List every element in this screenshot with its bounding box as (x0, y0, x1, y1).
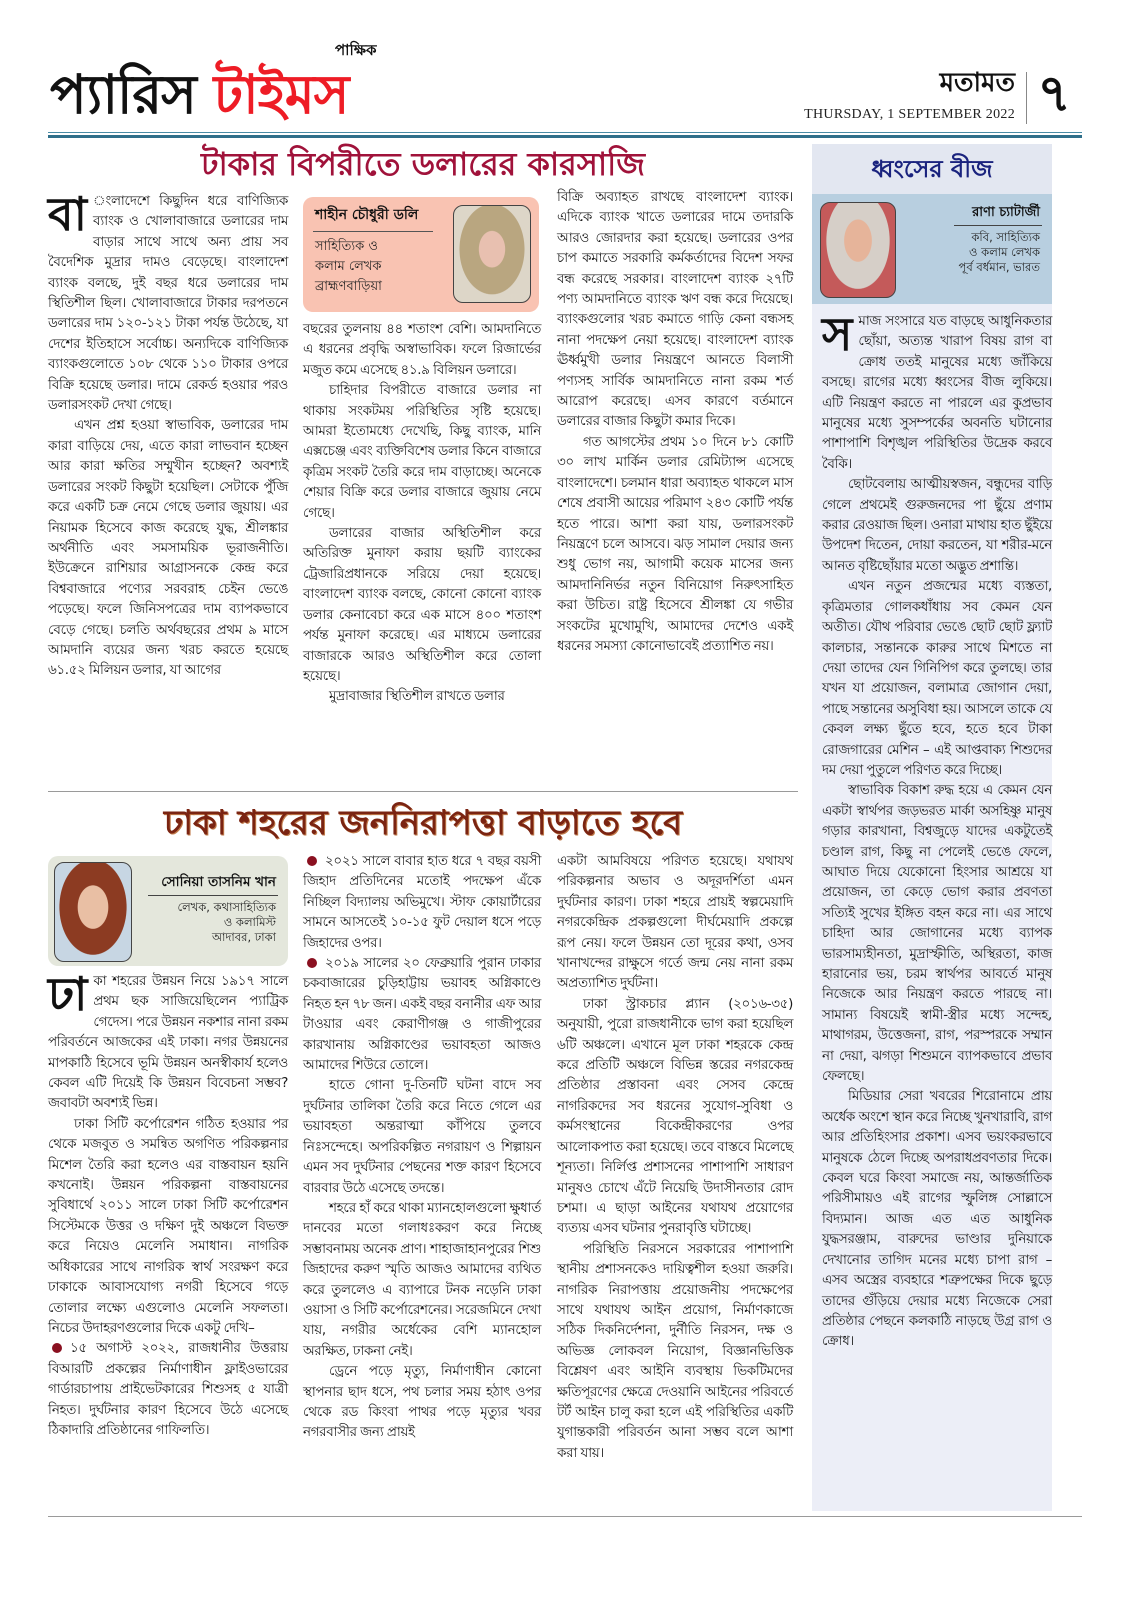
article2-paragraph: ঢাকা সিটি কর্পোরেশন গঠিত হওয়ার পর থেকে মজবুত ও সমন্বিত অগণিত পরিকল্পনার মিশেল তৈরি করা হলেও এর বাস্তবায়ন হয়নি কখনোই। উন্নয়ন পরিকল্পনা বাস্তবায়নের সুবিধার্থে ২০১১ সালে ঢাকা সিটি কর্পোরেশন সিস্টেমকে উত্তর ও দক্ষিণ দুই অঞ্চলে বিভক্ত করে নিয়েও মেলেনি সমাধান। নাগরিক অধিকারের সাথে নাগরিক স্বার্থ সংরক্ষণ করে ঢাকাকে আবাসযোগ্য নগরী হিসেবে গড়ে তোলার লক্ষ্যে এগুলোও মেলেনি সফলতা। নিচের উদাহরণগুলোর দিকে একটু দেখি– (48, 1116, 288, 1336)
dropcap: বা (48, 187, 87, 241)
page-number: ৭ (1037, 64, 1071, 124)
article-divider (48, 791, 798, 792)
author-role: কবি, সাহিত্যিক ও কলাম লেখক পূর্ব বর্ধমান, ভারত (958, 230, 1040, 274)
sidebar-paragraph: এখন নতুন প্রজন্মের মধ্যে ব্যস্ততা, কৃত্রিমতার গোলকধাঁধায় সব কেমন যেন অতীত। যৌথ পরিবার ভেঙে ছোট ছোট ফ্ল্যাট কালচার, সন্তানকে কারুর সাথে মিশতে না দেয়া তাদের যেন গিনিপিগ করে তুলছে। তার যখন যা প্রয়োজন, বলামাত্র জোগান দেয়া, পাছে সন্তানের অসুবিধা হয়। আসলে তাকে যে কেবল লক্ষ্য ছুঁতে হবে, হতে হবে টাকা রোজগারের মেশিন – এই আপ্তবাক্য শিশুদের দম দেয়া পুতুলে পরিণত করে দিচ্ছে। (822, 579, 1052, 778)
sidebar-paragraph: ছোটবেলায় আত্মীয়স্বজন, বন্ধুদের বাড়ি গেলে প্রথমেই গুরুজনদের পা ছুঁয়ে প্রণাম করার রেওয়াজ ছিল। ওনারা মাথায় হাত ছুঁইয়ে উপদেশ দিতেন, দোয়া করতেন, যা শরীর-মনে আনত বৃষ্টিছোঁয়ার মতো অদ্ভুত প্রশান্তি। (822, 477, 1052, 574)
logo-part-2: টাইমস (213, 63, 349, 126)
article1-paragraph: বিক্রি অব্যাহত রাখছে বাংলাদেশ ব্যাংক। এদিকে ব্যাংক খাতে ডলারের দামে তদারকি আরও জোরদার করা হয়েছে। ডলারের ওপর চাপ কমাতে সরকারি কর্মকর্তাদের বিদেশ সফর বন্ধ করেছে সরকার। বাংলাদেশ ব্যাংক ২৭টি পণ্য আমদানিতে ব্যাংক ঋণ বন্ধ করে দিয়েছে। ব্যাংকগুলোর খরচ কমাতে গাড়ি কেনা বন্ধসহ নানা পদক্ষেপ নেয়া হয়েছে। বাংলাদেশ ব্যাংক ঊর্ধ্বমুখী ডলার নিয়ন্ত্রণে আনতে বিলাসী পণ্যসহ সার্বিক আমদানিতে নানা রকম শর্ত আরোপ করেছে। এসব কারণে বর্তমানে ডলারের বাজার কিছুটা কমার দিকে। (557, 190, 793, 430)
author-photo (453, 205, 531, 303)
article2-paragraph: শহরে হাঁ করে থাকা ম্যানহোলগুলো ক্ষুধার্ত দানবের মতো গলাধঃকরণ করে নিচ্ছে সম্ভাবনাময় অনেক প্রাণ। শাহাজাহানপুরের শিশু জিহাদের করুণ স্মৃতি আজও আমাদের ব্যথিত করে তুললেও এ ব্যাপারে টনক নড়েনি ঢাকা ওয়াসা ও সিটি কর্পোরেশনের। সরেজমিনে দেখা যায়, নগরীর অর্ধেকের বেশি ম্যানহোল অরক্ষিত, ঢাকনা নেই। (303, 1200, 541, 1359)
article2-paragraph: ঢাকা স্ট্রাকচার প্ল্যান (২০১৬-৩৫) অনুযায়ী, পুরো রাজধানীকে ভাগ করা হয়েছিল ৬টি অঞ্চলে। এখানে মূল ঢাকা শহরকে কেন্দ্র করে প্রতিটি অঞ্চলে বিভিন্ন স্তরের নগরকেন্দ্র প্রতিষ্ঠার প্রস্তাবনা এবং সেসব কেন্দ্রে নাগরিকদের সব ধরনের সুযোগ-সুবিধা ও কর্মসংস্থানের বিকেন্দ্রীকরণের ওপর আলোকপাত করা হয়েছে। তবে বাস্তবে মিলেছে শূন্যতা। নির্লিপ্ত প্রশাসনের পাশাপাশি সাধারণ মানুষও চোখে এঁটে নিয়েছি উদাসীনতার রোদ চশমা। এ ছাড়া আইনের যথাযথ প্রয়োগের ব্যত্যয় এসব ঘটনার পুনরাবৃত্তি ঘটাচ্ছে। (557, 996, 793, 1237)
sidebar-paragraph: মিডিয়ার সেরা খবরের শিরোনামে প্রায় অর্ধেক অংশে স্থান করে নিচ্ছে খুনখারাবি, রাগ আর প্রতিহিংসার প্রকাশ। এসব ভয়ংকরভাবে মানুষকে ঠেলে দিচ্ছে অপরাধপ্রবণতার দিকে। কেবল ঘরে কিংবা সমাজে নয়, আন্তর্জাতিক পরিসীমায়ও এই রাগের স্ফুলিঙ্গ সোল্লাসে বিদ্যমান। আজ এত এত আধুনিক যুদ্ধসরঞ্জাম, বারুদের ভাণ্ডার দুনিয়াকে দেখানোর তাগিদ মনের মধ্যে চাপা রাগ – এসব অস্ত্রের ব্যবহারে শত্রুপক্ষের দিকে ছুড়ে তাদের গুঁড়িয়ে দেয়ার মধ্যে নিজেকে সেরা প্রতিষ্ঠার পেছনে কলকাঠি নাড়ছে উগ্র রাগ ও ক্রোধ। (822, 1089, 1052, 1350)
author-divider (148, 895, 278, 896)
article1-headline[interactable]: টাকার বিপরীতে ডলারের কারসাজি (201, 145, 645, 183)
article2-paragraph: একটা আমবিষয়ে পরিণত হয়েছে। যথাযথ পরিকল্পনার অভাব ও অদূরদর্শিতা এমন দুর্ঘটনার কারণ। ঢাকা শহরে প্রায়ই স্বল্পমেয়াদি নগরকেন্দ্রিক প্রকল্পগুলো দীর্ঘমেয়াদি প্রকল্পে রূপ নেয়। ফলে উন্নয়ন তো দূরের কথা, ওসব খানাখন্দের রাক্ষুসে গর্তে জন্ম নেয় নানা রকম অপ্রত্যাশিত দুর্ঘটনা। (557, 854, 793, 992)
bullet-item: ১৫ অগাস্ট ২০২২, রাজধানীর উত্তরায় বিআরটি প্রকল্পের নির্মাণাধীন ফ্লাইওভারের গার্ডারচাপায় প্রাইভেটকারের শিশুসহ ৫ যাত্রী নিহত। দুর্ঘটনার কারণ হিসেবে উঠে এসেছে ঠিকাদারি প্রতিষ্ঠানের গাফিলতি। (48, 1341, 288, 1438)
article2-paragraph: ঢাকা শহরের উন্নয়ন নিয়ে ১৯১৭ সালে প্রথম ছক সাজিয়েছিলেন প্যাট্রিক গেদেস। পরে উন্নয়ন নকশার নানা রকম পরিবর্তনে আজকের এই ঢাকা। নগর উন্নয়নের মাপকাঠি হিসেবে ভূমি উন্নয়ন অনস্বীকার্য হলেও কেবল এটি দিয়েই কি উন্নয়ন বিবেচনা সম্ভব? জবাবটা অবশ্যই ভিন্ন। (48, 967, 288, 1112)
article1-paragraph: মুদ্রাবাজার স্থিতিশীল রাখতে ডলার (329, 689, 505, 705)
sidebar-body (822, 307, 1052, 1353)
header-rule-thick (48, 135, 1082, 138)
article1-column-3 (557, 188, 793, 657)
bullet-item: ২০২১ সালে বাবার হাত ধরে ৭ বছর বয়সী জিহাদ প্রতিদিনের মতোই পদক্ষেপ এঁকে নিচ্ছিল বিদ্যালয় অভিমুখে। স্টাফ কোয়ার্টারের সামনে আসতেই ১০-১৫ ফুট দেয়াল ধসে পড়ে জিহাদের ওপর। (303, 854, 541, 951)
dropcap: স (822, 307, 853, 361)
article2-paragraph: হাতে গোনা দু-তিনটি ঘটনা বাদে সব দুর্ঘটনার তালিকা তৈরি করে নিতে গেলে এর ভয়াবহতা অন্তরাত্মা কাঁপিয়ে তুলবে নিঃসন্দেহে। অপরিকল্পিত নগরায়ণ ও শিল্পায়ন এমন সব দুর্ঘটনার পেছনের শক্ত কারণ হিসেবে বারবার উঠে এসেছে তদন্তে। (303, 1078, 541, 1196)
author-role: সাহিত্যিক ও কলাম লেখক ব্রাহ্মণবাড়িয়া (315, 239, 382, 294)
bullet-icon (307, 958, 317, 968)
author-divider (954, 225, 1042, 226)
bullet-icon (307, 856, 317, 866)
author-card-sonia (48, 856, 288, 966)
article2-paragraph: ড্রেনে পড়ে মৃত্যু, নির্মাণাধীন কোনো স্থাপনার ছাদ ধসে, পথ চলার সময় হঠাৎ ওপর থেকে রড কিংবা পাথর পড়ে মৃত্যুর খবর নগরবাসীর জন্য প্রায়ই (303, 1364, 541, 1441)
bullet-icon (52, 1343, 62, 1353)
newspaper-logo[interactable] (50, 64, 348, 126)
sidebar-headline[interactable]: ধ্বংসের বীজ (812, 144, 1052, 194)
masthead-divider (1026, 72, 1027, 124)
article1-paragraph: বা ংলাদেশে কিছুদিন ধরে বাণিজ্যিক ব্যাংক ও খোলাবাজারে ডলারের দাম বাড়ার সাথে সাথে অন্য প্রায় সব বৈদেশিক মুদ্রার দামও বেড়েছে। বাংলাদেশ ব্যাংক বলছে, দুই বছর ধরে ডলারের দাম স্থিতিশীল ছিল। খোলাবাজারে টাকার দরপতনে ডলারের দাম ১২০-১২১ টাকা পর্যন্ত উঠেছে, যা দেশের ইতিহাসে সর্বোচ্চ। অন্যদিকে বাণিজ্যিক ব্যাংকগুলোতে ১০৮ থেকে ১১০ টাকার ওপরে বিক্রি হয়েছে ডলার। দামে রেকর্ড হওয়ার পরও ডলারসংকট দেখা গেছে। (48, 187, 288, 414)
logo-tagline: পাক্ষিক (335, 41, 377, 59)
author-divider (313, 231, 433, 232)
footer-rule (48, 1516, 1082, 1517)
author-card-rana (812, 194, 1052, 304)
article2-column-2 (303, 852, 541, 1444)
dropcap: ঢা (48, 967, 88, 1021)
author-name: রাণা চ্যাটার্জী (972, 205, 1040, 220)
header-rule (48, 132, 1082, 133)
author-role: লেখক, কথাসাহিত্যিক ও কলামিস্ট আদাবর, ঢাকা (177, 900, 276, 944)
article1-column-2 (303, 320, 541, 708)
article1-paragraph: এখন প্রশ্ন হওয়া স্বাভাবিক, ডলারের দাম কারা বাড়িয়ে দেয়, এতে কারা লাভবান হচ্ছেন আর কারা ক্ষতির সম্মুখীন হচ্ছেন? অবশ্যই ডলারের সংকট কিছুটা হয়েছিল। সেটাকে পুঁজি করে একটি চক্র নেমে গেছে ডলার জুয়ায়। এর নিয়ামক হিসেবে কাজ করেছে যুদ্ধ, শ্রীলঙ্কার অর্থনীতি এবং সমসাময়িক ভূরাজনীতি। ইউক্রেনে রাশিয়ার আগ্রাসনকে কেন্দ্র করে বিশ্ববাজারে পণ্যের সরবরাহ চেইন ভেঙে পড়েছে। ফলে জিনিসপত্রের দাম ব্যাপকভাবে বেড়ে গেছে। চলতি অর্থবছরের প্রথম ৯ মাসে আমদানি ব্যয়ের জন্য খরচ করতে হয়েছে ৬১.৫২ মিলিয়ন ডলার, যা আগের (48, 418, 288, 679)
issue-date: THURSDAY, 1 SEPTEMBER 2022 (804, 107, 1015, 122)
article1-paragraph: গত আগস্টের প্রথম ১০ দিনে ৮১ কোটি ৩০ লাখ মার্কিন ডলার রেমিট্যান্স এসেছে বাংলাদেশে। চলমান ধারা অব্যাহত থাকলে মাস শেষে প্রবাসী আয়ের পরিমাণ ২৪৩ কোটি পর্যন্ত হতে পারে। আশা করা যায়, ডলারসংকট নিয়ন্ত্রণে চলে আসবে। ঝড় সামাল দেয়ার জন্য শুধু ভোগ নয়, আগামী কয়েক মাসের জন্য আমদানিনির্ভর নতুন বিনিয়োগ নিরুৎসাহিত করা উচিত। রাষ্ট্র হিসেবে শ্রীলঙ্কা যে গভীর সংকটের মুখোমুখি, আমাদের দেশেও একই ধরনের সমস্যা কোনোভাবেই প্রত্যাশিত নয়। (557, 434, 793, 654)
section-name: মতামত (939, 68, 1015, 98)
logo-part-1: প্যারিস (50, 63, 196, 126)
article1-paragraph: ডলারের বাজার অস্থিতিশীল করে অতিরিক্ত মুনাফা করায় ছয়টি ব্যাংকের ট্রেজারিপ্রধানকে সরিয়ে দেয়া হয়েছে। বাংলাদেশ ব্যাংক বলছে, কোনো কোনো ব্যাংক ডলার কেনাবেচা করে এক মাসে ৪০০ শতাংশ পর্যন্ত মুনাফা করেছে। এর মাধ্যমে ডলারের বাজারকে আরও অস্থিতিশীল করে তোলা হয়েছে। (303, 526, 541, 684)
sidebar-paragraph: স্বাভাবিক বিকাশ রুদ্ধ হয়ে এ কেমন যেন একটা স্বার্থপর জড়ভরত মার্কা অসহিষ্ণু মানুষ গড়ার কারখানা, বিশ্বজুড়ে যাদের একটুতেই চণ্ডাল রাগ, কিছু না পেলেই ভেঙে ফেলে, আঘাত দিয়ে যেকোনো হিংসার আশ্রয়ে যা প্রয়োজন, তা কেড়ে ভোগ করার প্রবণতা সত্যিই সুখের ইঙ্গিত বহন করে না। এর সাথে চাহিদা আর জোগানের মধ্যে ব্যাপক ভারসাম্যহীনতা, মুদ্রাস্ফীতি, অস্থিরতা, কাজ হারানোর ভয়, চরম স্বার্থপর আবর্তে মানুষ নিজেকে আর নিয়ন্ত্রণ করতে পারছে না। সামান্য বিষয়েই স্বামী-স্ত্রীর মধ্যে সন্দেহ, মাথাগরম, উত্তেজনা, রাগ, পরস্পরকে সম্মান না দেয়া, ঝগড়া শিশুমনে ব্যাপকভাবে প্রভাব ফেলছে। (822, 783, 1052, 1085)
article2-column-1 (48, 967, 288, 1441)
author-photo (820, 202, 896, 298)
author-photo (54, 862, 132, 962)
article1-paragraph: বছরের তুলনায় ৪৪ শতাংশ বেশি। আমদানিতে এ ধরনের প্রবৃদ্ধি অস্বাভাবিক। ফলে রিজার্ভের মজুত কমে এসেছে ৪১.৯ বিলিয়ন ডলারে। (303, 322, 541, 378)
masthead (45, 40, 1085, 130)
article2-paragraph: পরিস্থিতি নিরসনে সরকারের পাশাপাশি স্থানীয় প্রশাসনকেও দায়িত্বশীল হওয়া জরুরি। নাগরিক নিরাপত্তায় প্রয়োজনীয় পদক্ষেপের সাথে যথাযথ আইন প্রয়োগ, নির্মাণকাজে সঠিক দিকনির্দেশনা, দুর্নীতি নিরসন, দক্ষ ও অভিজ্ঞ লোকবল নিয়োগ, বিজ্ঞানভিত্তিক বিশ্লেষণ এবং আইনি ব্যবস্থায় ভিকটিমদের ক্ষতিপূরণের ক্ষেত্রে দেওয়ানি আইনের পরিবর্তে টর্ট আইন চালু করা হলে এই পরিস্থিতির একটি যুগান্তকারী পরিবর্তন আনা সম্ভব বলে আশা করা যায়। (557, 1241, 793, 1461)
article2-headline[interactable]: ঢাকা শহরের জননিরাপত্তা বাড়াতে হবে (163, 803, 683, 843)
author-card-shahin (303, 197, 539, 312)
author-name: শাহীন চৌধুরী ডলি (315, 207, 419, 223)
article1-paragraph: চাহিদার বিপরীতে বাজারে ডলার না থাকায় সংকটময় পরিস্থিতির সৃষ্টি হয়েছে। আমরা ইতোমধ্যে দেখেছি, কিছু ব্যাংক, মানি এক্সচেঞ্জ এবং ব্যক্তিবিশেষ ডলার কিনে বাজারে কৃত্রিম সংকট তৈরি করে দাম বাড়াচ্ছে। অনেকে শেয়ার বিক্রি করে ডলার বাজারে জুয়ায় নেমে গেছে। (303, 383, 541, 521)
article2-column-3 (557, 852, 793, 1464)
bullet-item: ২০১৯ সালের ২০ ফেব্রুয়ারি পুরান ঢাকার চকবাজারের চুড়িহাট্টায় ভয়াবহ অগ্নিকাণ্ডে নিহত হন ৭৮ জন। একই বছর বনানীর এফ আর টাওয়ার এবং কেরাণীগঞ্জ ও গাজীপুরের কারখানায় অগ্নিকাণ্ডের ভয়াবহতা আজও আমাদের শিউরে তোলে। (303, 956, 541, 1074)
author-name: সোনিয়া তাসনিম খান (161, 874, 276, 890)
sidebar-paragraph: সমাজ সংসারে যত বাড়ছে আধুনিকতার ছোঁয়া, অত্যন্ত খারাপ বিষয় রাগ বা ক্রোধ ততই মানুষের মধ্যে জাঁকিয়ে বসছে। রাগের মধ্যে ধ্বংসের বীজ লুকিয়ে। এটি নিয়ন্ত্রণ করতে না পারলে এর কুপ্রভাব মানুষের মধ্যে সুসম্পর্কের অবনতি ঘটানোর পাশাপাশি বিশৃঙ্খল পরিস্থিতির উদ্রেক করবে বৈকি। (822, 307, 1052, 472)
article1-column-1 (48, 187, 288, 682)
